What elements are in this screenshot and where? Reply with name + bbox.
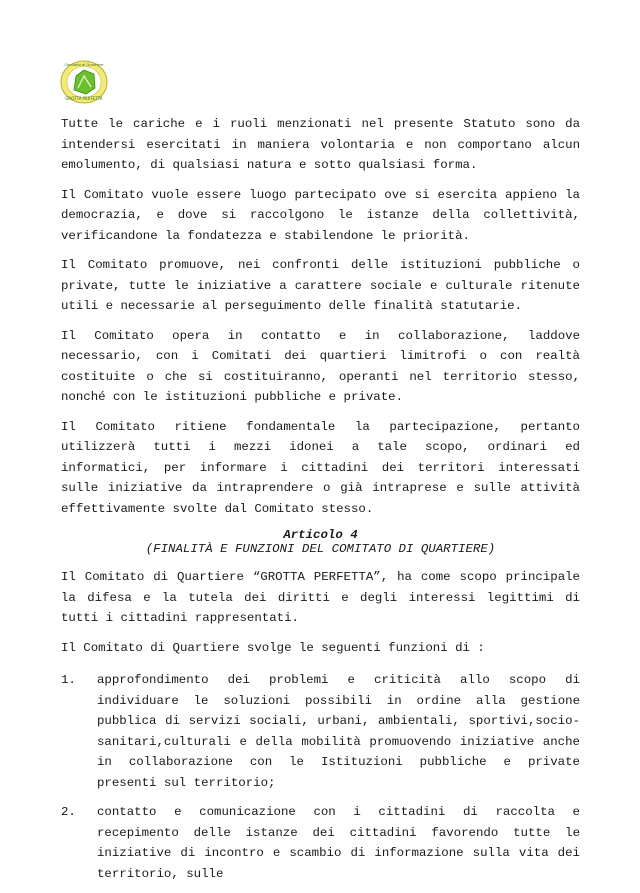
paragraph: Il Comitato vuole essere luogo partecipato ove si esercita appieno la democrazia, e dove si raccolgono le istanze della collettività, verificandone la fondatezza e stabilendone le priorità. [61,187,580,243]
list-number: 2. [61,805,76,819]
paragraph: Il Comitato promuove, nei confronti delle istituzioni pubbliche o private, tutte le iniziative a carattere sociale e culturale ritenute utili e necessarie al perseguimento delle finalità statutarie. [61,258,580,313]
list-item [61,670,580,793]
paragraph: Tutte le cariche e i ruoli menzionati nel presente Statuto sono da intendersi esercitati in maniera volontaria e non comportano alcun emolumento, di qualsiasi natura e sotto qualsiasi forma. [61,117,580,172]
document-body [61,114,580,893]
article-title: Articolo 4 [283,528,358,542]
logo-text-top: Comitato di Quartiere [64,63,104,67]
logo-text-bottom: GROTTA PERFETTA [65,96,103,101]
paragraph: Il Comitato opera in contatto e in collaborazione, laddove necessario, con i Comitati dei quartieri limitrofi o con realtà costituite o che si costituiranno, operanti nel territorio stesso, nonché con le istituzioni pubbliche e private. [61,328,580,404]
list-text: approfondimento dei problemi e criticità allo scopo di individuare le soluzioni possibili in ordine alla gestione pubblica di servizi sociali, urbani, ambientali, sportivi,socio-sanitari,culturali e della mobilità promuovendo iniziative anche in collaborazione con le Istituzioni pubbliche e private presenti sul territorio; [97,673,580,790]
list-number: 1. [61,673,76,687]
article-heading [61,528,580,556]
article-paragraph: Il Comitato di Quartiere svolge le seguenti funzioni di : [61,640,485,655]
list-item [61,802,580,884]
paragraph: Il Comitato ritiene fondamentale la partecipazione, pertanto utilizzerà tutti i mezzi idonei a tale scopo, ordinari ed informatici, per informare i cittadini dei territori interessati sulle iniziative da intraprendere o già intraprese e sulle attività effettivamente svolte dal Comitato stesso. [61,419,580,516]
article-subtitle: (FINALITÀ E FUNZIONI DEL COMITATO DI QUARTIERE) [145,542,496,556]
committee-logo-icon [60,60,108,104]
list-text: contatto e comunicazione con i cittadini di raccolta e recepimento delle istanze dei cittadini favorendo tutte le iniziative di incontro e scambio di informazione sulla vita dei territorio, sulle [97,805,580,881]
article-paragraph: Il Comitato di Quartiere “GROTTA PERFETTA”, ha come scopo principale la difesa e la tutela dei diritti e degli interessi legittimi di tutti i cittadini rappresentati. [61,570,580,625]
